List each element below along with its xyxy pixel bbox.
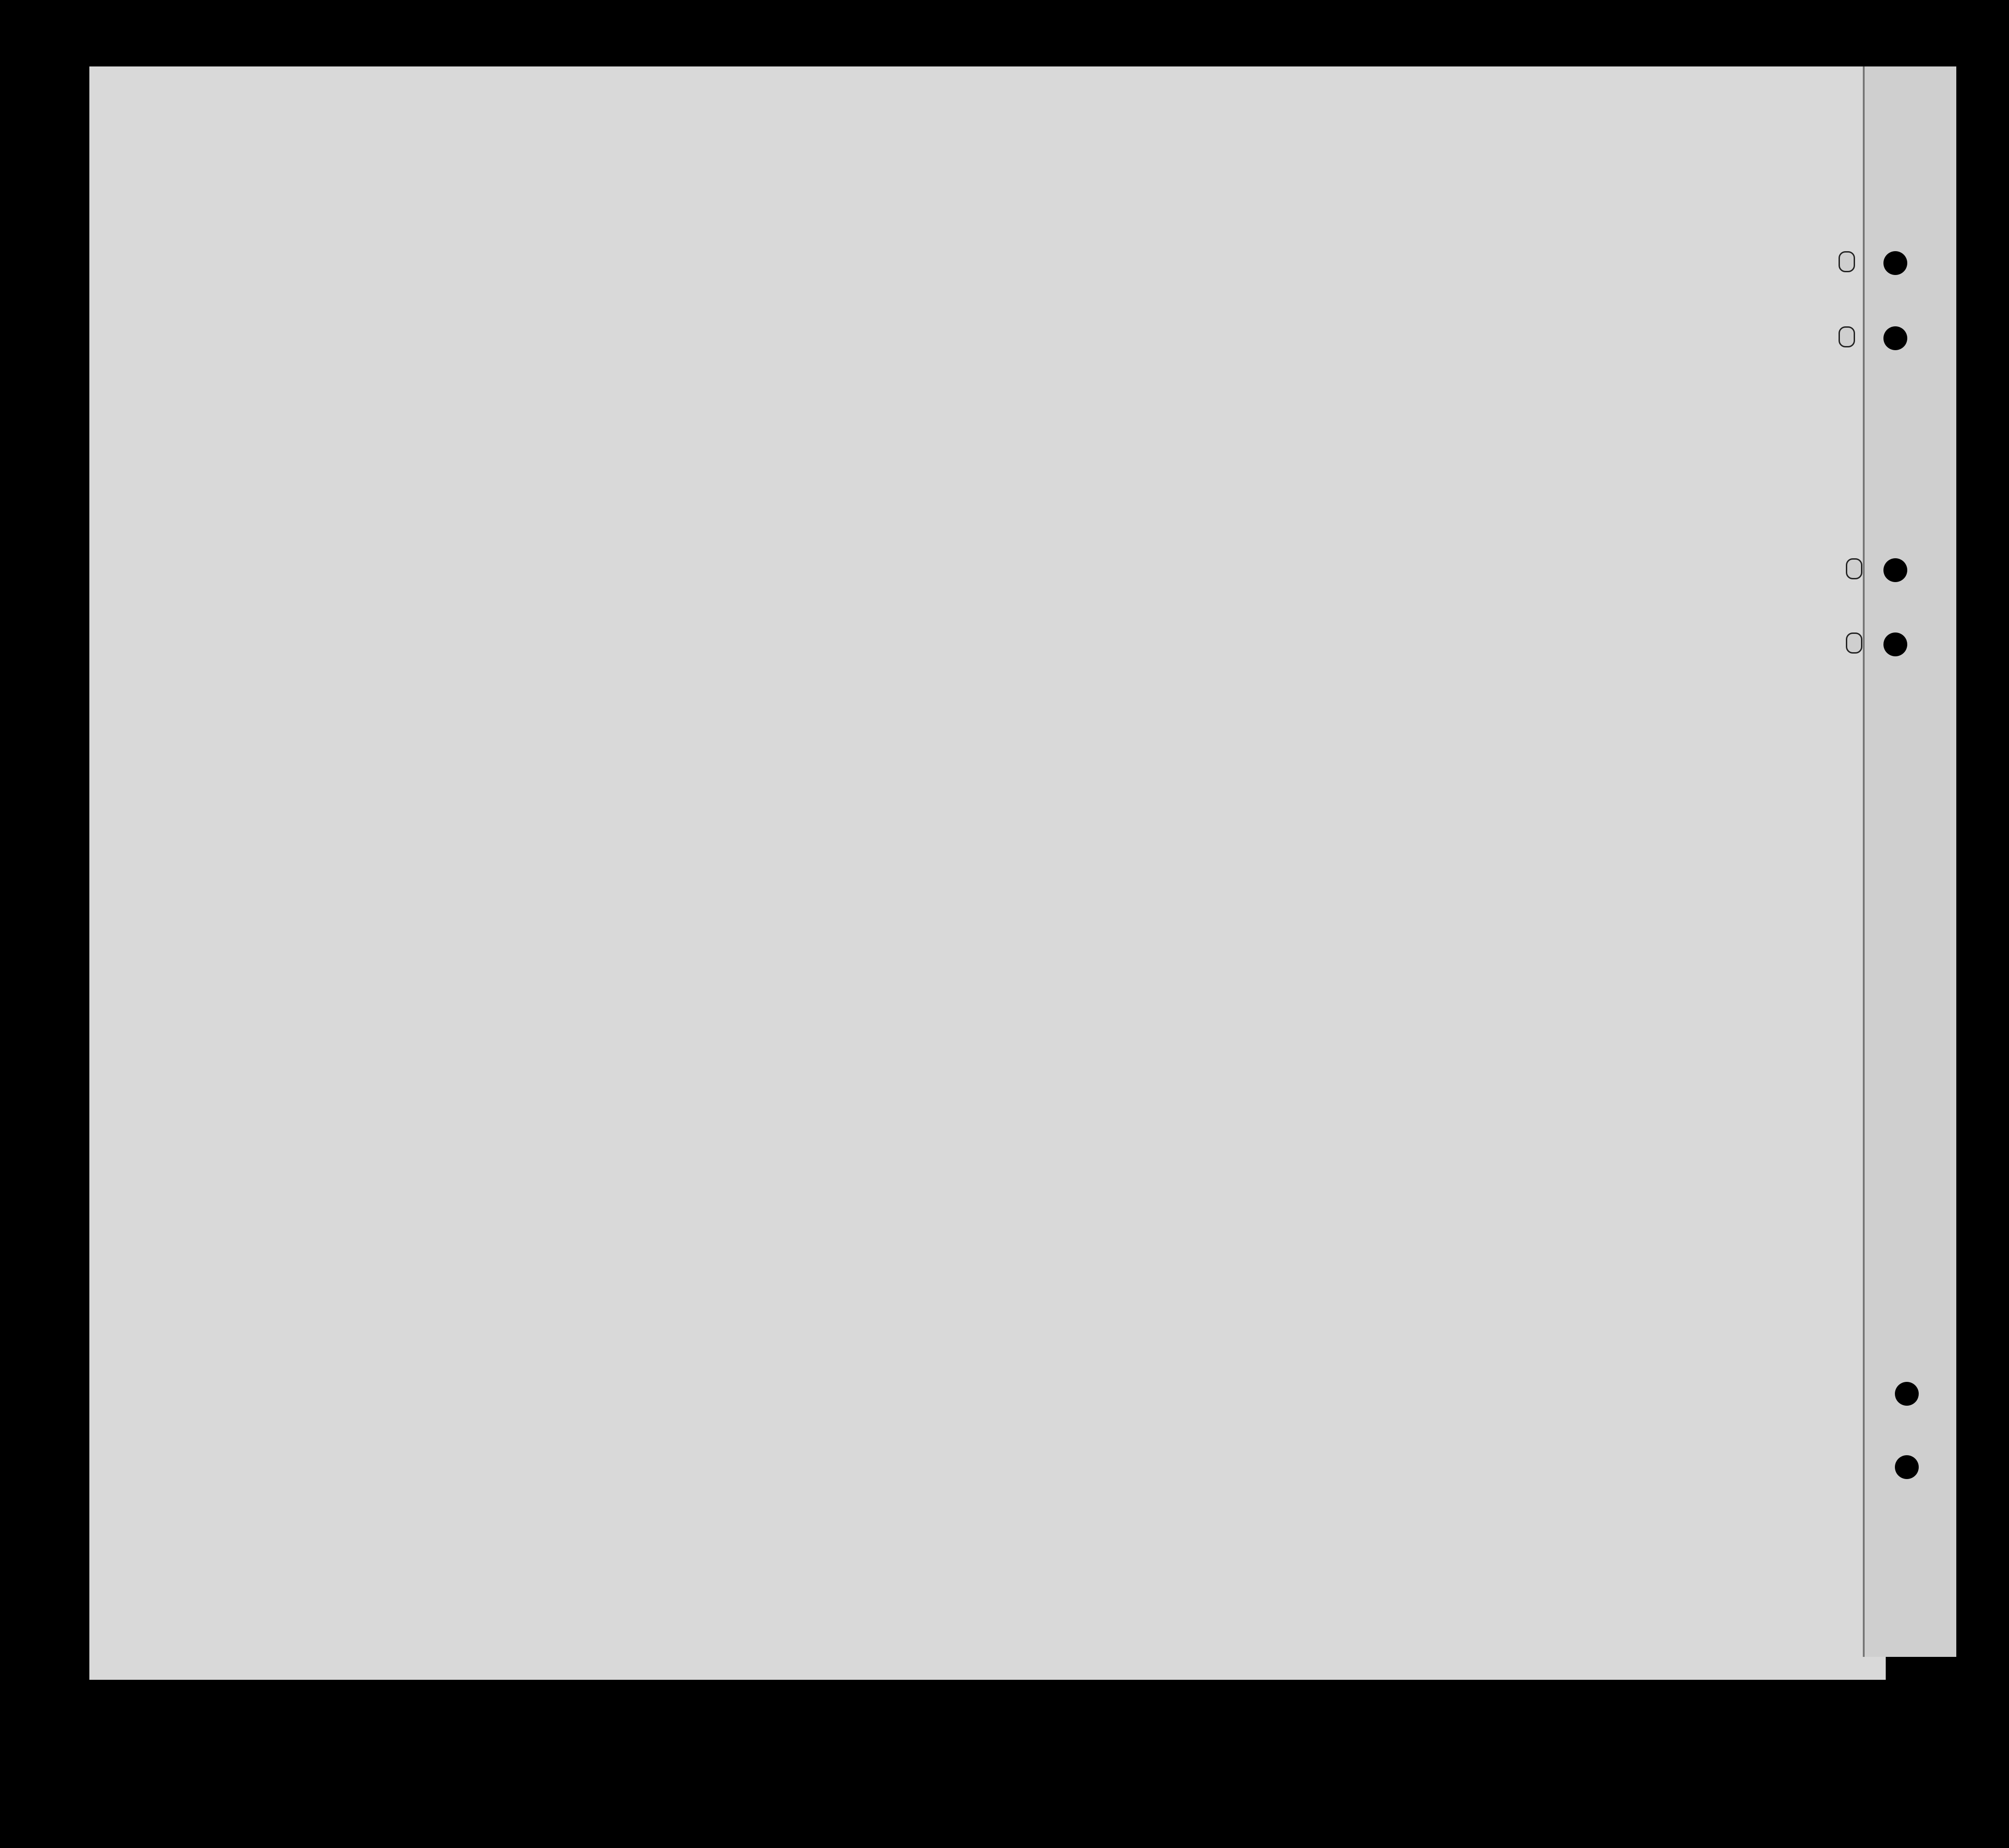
punch-hole (1895, 1382, 1919, 1406)
punch-hole (1846, 558, 1862, 579)
punch-hole (1895, 1455, 1919, 1479)
manifest-sheet (89, 66, 1886, 1680)
punch-hole (1839, 251, 1855, 272)
adjacent-page-edge (1863, 66, 1956, 1657)
punch-hole (1883, 251, 1907, 275)
punch-hole (1883, 632, 1907, 656)
punch-hole (1846, 632, 1862, 654)
punch-hole (1883, 326, 1907, 350)
punch-hole (1839, 326, 1855, 347)
punch-hole (1883, 558, 1907, 582)
